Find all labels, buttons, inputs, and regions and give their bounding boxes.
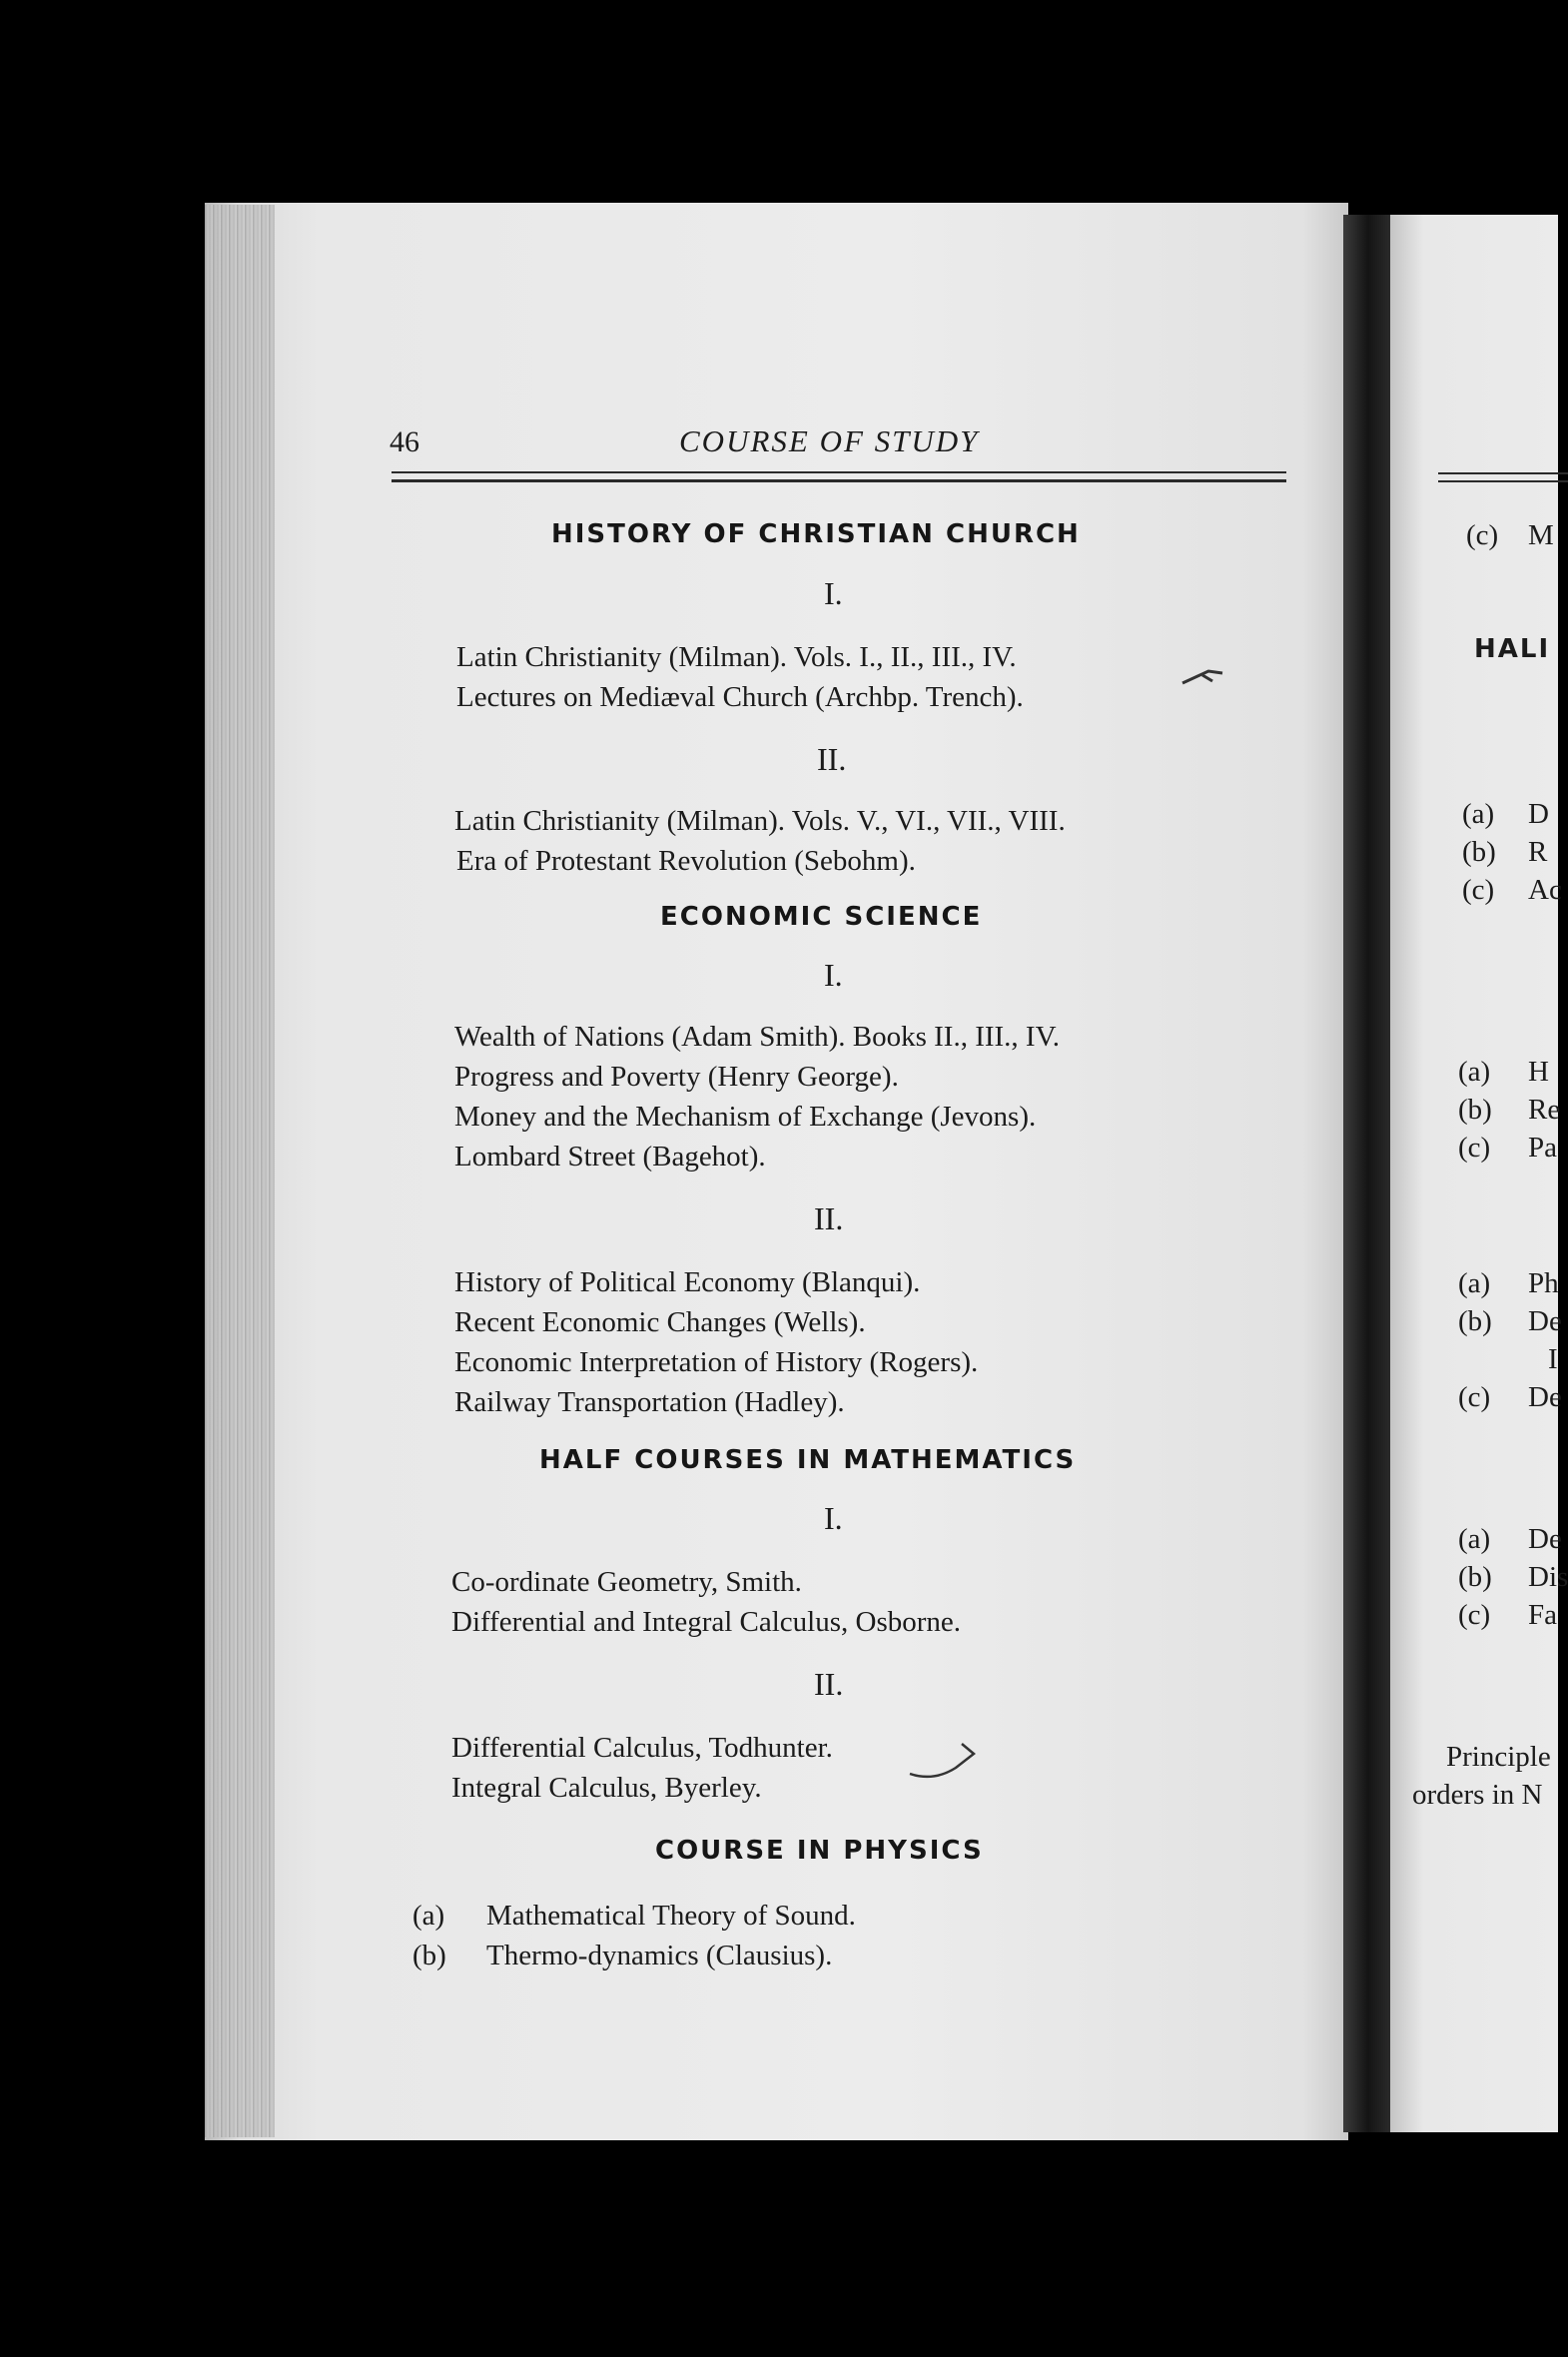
item-marker: (b) bbox=[412, 1940, 446, 1971]
item-marker: (a) bbox=[1458, 1267, 1491, 1299]
section-title-physics: COURSE IN PHYSICS bbox=[655, 1836, 984, 1866]
reading-line: Lectures on Mediæval Church (Archbp. Trench). bbox=[456, 681, 1024, 713]
reading-line: Recent Economic Changes (Wells). bbox=[454, 1306, 866, 1338]
pencil-mark-icon bbox=[904, 1738, 984, 1788]
reading-line: I bbox=[1548, 1343, 1558, 1375]
item-marker: (c) bbox=[1466, 519, 1499, 551]
reading-line: De bbox=[1528, 1305, 1562, 1337]
reading-line: Lombard Street (Bagehot). bbox=[454, 1141, 766, 1173]
item-marker: (a) bbox=[1458, 1523, 1491, 1555]
reading-line: M bbox=[1528, 519, 1554, 551]
item-marker: (a) bbox=[1462, 798, 1495, 830]
item-marker: (c) bbox=[1458, 1599, 1491, 1631]
item-marker: (a) bbox=[412, 1900, 445, 1932]
page-header bbox=[390, 419, 1288, 459]
header-rule bbox=[392, 471, 1286, 473]
reading-line: Progress and Poverty (Henry George). bbox=[454, 1061, 899, 1093]
reading-line: Thermo-dynamics (Clausius). bbox=[486, 1940, 833, 1971]
reading-line: D bbox=[1528, 798, 1549, 830]
section-numeral: II. bbox=[814, 1666, 844, 1702]
reading-line: Ac bbox=[1528, 874, 1562, 906]
reading-line: Dis bbox=[1528, 1561, 1568, 1593]
reading-line: Co-ordinate Geometry, Smith. bbox=[451, 1566, 802, 1598]
section-numeral: I. bbox=[824, 575, 843, 611]
reading-line: Pa bbox=[1528, 1132, 1557, 1164]
header-rule-thick bbox=[1438, 480, 1568, 482]
header-rule bbox=[1438, 472, 1568, 474]
reading-line: R bbox=[1528, 836, 1548, 868]
section-numeral: I. bbox=[824, 957, 843, 993]
section-title: HALI bbox=[1474, 634, 1551, 664]
reading-line: History of Political Economy (Blanqui). bbox=[454, 1266, 921, 1298]
reading-line: Economic Interpretation of History (Rogers). bbox=[454, 1346, 979, 1378]
reading-line: Ph bbox=[1528, 1267, 1559, 1299]
reading-line: Principle bbox=[1446, 1741, 1551, 1773]
section-title-economic: ECONOMIC SCIENCE bbox=[660, 902, 983, 932]
reading-line: Integral Calculus, Byerley. bbox=[451, 1772, 762, 1804]
item-marker: (b) bbox=[1458, 1561, 1492, 1593]
section-numeral: I. bbox=[824, 1500, 843, 1536]
reading-line: orders in N bbox=[1412, 1779, 1543, 1811]
reading-line: Differential and Integral Calculus, Osborne. bbox=[451, 1606, 962, 1638]
reading-line: De bbox=[1528, 1523, 1562, 1555]
pencil-mark-icon bbox=[1178, 661, 1228, 691]
reading-line: Money and the Mechanism of Exchange (Jevons). bbox=[454, 1101, 1037, 1133]
reading-line: H bbox=[1528, 1056, 1549, 1088]
page-edge-stack bbox=[205, 205, 275, 2137]
reading-line: Latin Christianity (Milman). Vols. V., VI., VII., VIII. bbox=[454, 805, 1066, 837]
reading-line: Mathematical Theory of Sound. bbox=[486, 1900, 856, 1932]
page-number: 46 bbox=[390, 425, 419, 458]
section-numeral: II. bbox=[814, 1200, 844, 1236]
reading-line: Wealth of Nations (Adam Smith). Books II., III., IV. bbox=[454, 1021, 1061, 1053]
item-marker: (b) bbox=[1458, 1305, 1492, 1337]
reading-line: De bbox=[1528, 1381, 1562, 1413]
book-gutter bbox=[1343, 215, 1393, 2132]
reading-line: Differential Calculus, Todhunter. bbox=[451, 1732, 833, 1764]
item-marker: (c) bbox=[1458, 1381, 1491, 1413]
reading-line: Latin Christianity (Milman). Vols. I., II., III., IV. bbox=[456, 641, 1017, 673]
running-title: COURSE OF STUDY bbox=[679, 423, 980, 458]
reading-line: Era of Protestant Revolution (Sebohm). bbox=[456, 845, 916, 877]
item-marker: (b) bbox=[1458, 1094, 1492, 1126]
reading-line: Fa bbox=[1528, 1599, 1557, 1631]
section-title-mathematics: HALF COURSES IN MATHEMATICS bbox=[539, 1445, 1077, 1475]
reading-line: Railway Transportation (Hadley). bbox=[454, 1386, 845, 1418]
item-marker: (b) bbox=[1462, 836, 1496, 868]
item-marker: (c) bbox=[1462, 874, 1495, 906]
item-marker: (a) bbox=[1458, 1056, 1491, 1088]
section-title-church: HISTORY OF CHRISTIAN CHURCH bbox=[551, 519, 1081, 549]
header-rule-thick bbox=[392, 479, 1286, 482]
section-numeral: II. bbox=[817, 741, 847, 777]
right-page bbox=[1390, 215, 1568, 2132]
reading-line: Re bbox=[1528, 1094, 1561, 1126]
item-marker: (c) bbox=[1458, 1132, 1491, 1164]
